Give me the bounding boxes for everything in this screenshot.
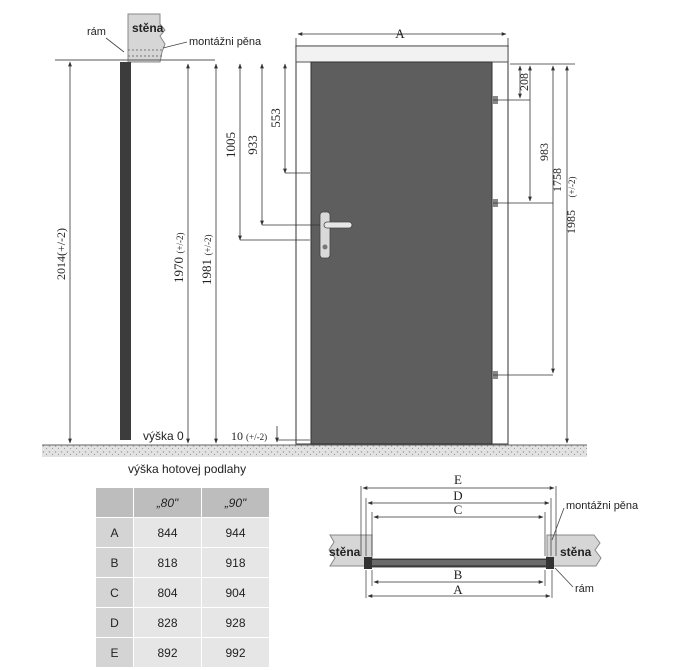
side-frame-profile bbox=[120, 62, 131, 440]
table-cell: 928 bbox=[202, 608, 270, 638]
table-header-row bbox=[96, 488, 270, 518]
plan-frame-right bbox=[546, 557, 554, 569]
plan-dim-A-text: A bbox=[453, 582, 463, 597]
table-row bbox=[96, 578, 270, 608]
dim-208-text: 208 bbox=[517, 73, 531, 91]
table-row-label: A bbox=[96, 518, 134, 548]
floor-level-label: výška hotovej podlahy bbox=[128, 462, 247, 476]
plan-montazni-pena-label: montážni pěna bbox=[566, 500, 639, 512]
dim-1005-text: 1005 bbox=[223, 132, 238, 158]
table-row-label: D bbox=[96, 608, 134, 638]
plan-ram-label: rám bbox=[575, 583, 594, 595]
dim-553-text: 553 bbox=[268, 108, 283, 128]
dim-A-text: A bbox=[395, 26, 405, 41]
table-corner bbox=[96, 488, 134, 518]
table-cell: 944 bbox=[202, 518, 270, 548]
plan-stena-right-label: stěna bbox=[560, 545, 592, 559]
table-cell: 818 bbox=[134, 548, 202, 578]
table-row-label: B bbox=[96, 548, 134, 578]
table-row-label: E bbox=[96, 638, 134, 668]
dim-1758-text: 1758 bbox=[550, 168, 564, 192]
dim-10-text: 10 bbox=[231, 429, 243, 443]
dim-10-tolerance: (+/-2) bbox=[246, 432, 268, 442]
table-col-header: „90" bbox=[202, 488, 270, 518]
dim-1981-tolerance: (+/-2) bbox=[203, 234, 213, 256]
table-row-label: C bbox=[96, 578, 134, 608]
table-cell: 844 bbox=[134, 518, 202, 548]
table-cell: 918 bbox=[202, 548, 270, 578]
montazni-pena-label: montážni pěna bbox=[189, 36, 262, 48]
table-row bbox=[96, 548, 270, 578]
plan-dim-E-text: E bbox=[454, 472, 462, 487]
dim-983-text: 983 bbox=[537, 143, 551, 161]
table-row bbox=[96, 608, 270, 638]
dim-1970-tolerance: (+/-2) bbox=[175, 232, 185, 254]
plan-door-leaf bbox=[371, 560, 547, 565]
pena-leader bbox=[163, 42, 187, 48]
dim-1985-text: 1985 bbox=[564, 210, 578, 234]
table-row bbox=[96, 518, 270, 548]
dim-933-text: 933 bbox=[245, 135, 260, 155]
ram-label: rám bbox=[87, 26, 106, 38]
dimensions-table bbox=[95, 487, 270, 668]
dim-1985-tolerance: (+/-2) bbox=[567, 176, 577, 198]
plan-stena-left-label: stěna bbox=[329, 545, 361, 559]
plan-frame-left bbox=[364, 557, 372, 569]
table-cell: 904 bbox=[202, 578, 270, 608]
plan-dim-B-text: B bbox=[453, 567, 463, 582]
table-cell: 804 bbox=[134, 578, 202, 608]
plan-ram-leader bbox=[555, 568, 573, 587]
table-row bbox=[96, 638, 270, 668]
table-col-header: „80" bbox=[134, 488, 202, 518]
table-cell: 992 bbox=[202, 638, 270, 668]
ram-leader bbox=[106, 38, 124, 52]
vyska-0-label: výška 0 bbox=[143, 429, 184, 443]
door-leaf bbox=[311, 62, 492, 444]
plan-dim-C-text: C bbox=[453, 502, 463, 517]
dim-2014-text: 2014(+/-2) bbox=[54, 227, 68, 281]
floor bbox=[42, 445, 587, 457]
stena-label: stěna bbox=[132, 21, 164, 35]
table-cell: 828 bbox=[134, 608, 202, 638]
plan-dim-D-text: D bbox=[453, 488, 463, 503]
dim-1970-text: 1970 bbox=[171, 257, 186, 283]
dim-1981-text: 1981 bbox=[199, 259, 214, 285]
table-cell: 892 bbox=[134, 638, 202, 668]
